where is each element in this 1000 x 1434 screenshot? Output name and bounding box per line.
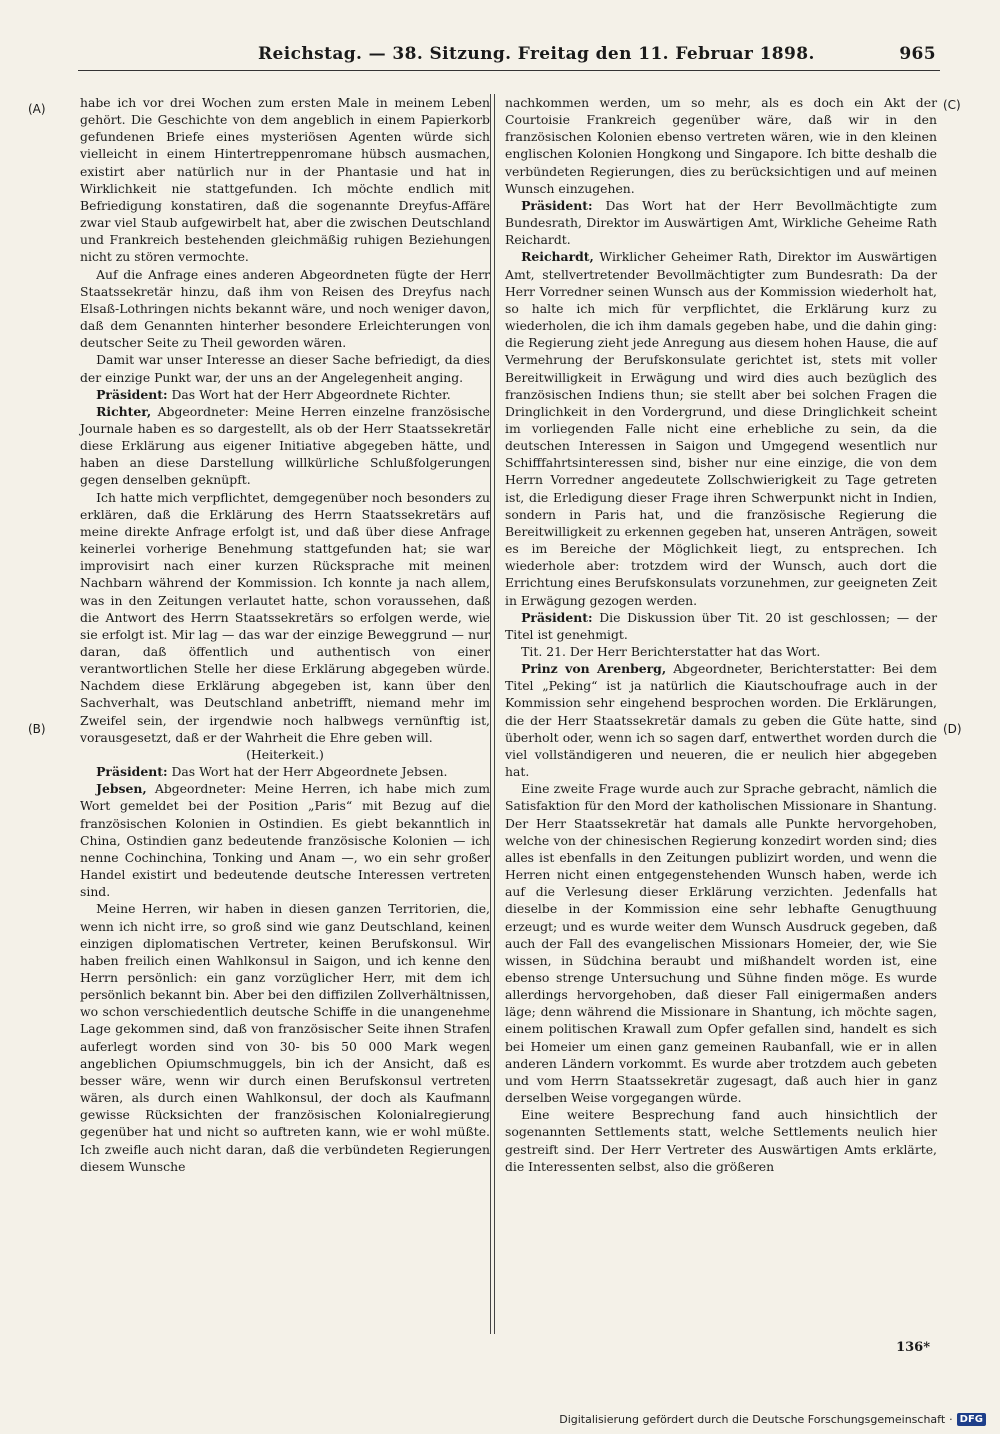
speaker-name: Reichardt,	[521, 249, 594, 265]
column-divider-secondary	[494, 94, 495, 1334]
speaker-name: Jebsen,	[96, 781, 147, 797]
paragraph	[80, 489, 490, 746]
speaker-name: Richter,	[96, 403, 152, 419]
paragraph	[80, 780, 490, 900]
right-column	[505, 94, 937, 1175]
paragraph	[505, 660, 937, 780]
header-rule	[78, 70, 940, 71]
paragraph	[505, 643, 937, 660]
left-column	[80, 94, 490, 1175]
paragraph-text: Die Diskussion über Tit. 20 ist geschlossen; — der Titel ist genehmigt.	[505, 609, 937, 642]
paragraph	[505, 1106, 937, 1175]
paragraph	[505, 197, 937, 248]
margin-marker-d: (D)	[943, 722, 962, 736]
paragraph-text: Ich hatte mich verpflichtet, demgegenüber noch besonders zu erklären, daß die Erklärung des Herrn Staatssekretärs auf meine direkte Anfrage erfolgt ist, und daß über diese Anfrage keinerlei vorherige Benehmung stattgefunden hat; sie war improvisirt nach einer kurzen Rücksprache mit meinen Nachbarn während der Kommission. Ich konnte ja nach allem, was in den Zeitungen verlautet hatte, schon voraussehen, daß die Antwort des Herrn Staatssekretärs so erfolgen werde, wie sie erfolgt ist. Mir lag — das war der einzige Beweggrund — nur daran, daß öffentlich und authentisch von einer verantwortlichen Stelle her diese Erklärung abgegeben würde. Nachdem diese Erklärung abgegeben ist, kann über den Sachverhalt, was Deutschland anbetrifft, niemand mehr im Zweifel sein, der irgendwie noch halbwegs vernünftig ist, vorausgesetzt, daß er der Wahrheit die Ehre geben will.	[80, 489, 490, 745]
paragraph-text: Eine weitere Besprechung fand auch hinsichtlich der sogenannten Settlements statt, welche Settlements neulich hier gestreift sind. Der Herr Vertreter des Auswärtigen Amts erklärte, die Interessenten selbst, also die größeren	[505, 1107, 937, 1174]
paragraph-text: Abgeordneter: Meine Herren einzelne französische Journale haben es so dargestellt, als ob der Herr Staatssekretär diese Erklärung aus eigener Initiative abgegeben hätte, und haben an diese Darstellung willkürliche Schlußfolgerungen gegen denselben geknüpft.	[80, 403, 490, 488]
speaker-name: Präsident:	[521, 609, 593, 625]
column-divider	[490, 94, 491, 1334]
paragraph-text: Tit. 21. Der Herr Berichterstatter hat das Wort.	[521, 644, 821, 659]
paragraph-text: Damit war unser Interesse an dieser Sache befriedigt, da dies der einzige Punkt war, der uns an der Angelegenheit anging.	[80, 352, 490, 385]
signature-mark: 136*	[896, 1340, 930, 1355]
paragraph-text: Das Wort hat der Herr Abgeordnete Jebsen.	[171, 764, 448, 780]
paragraph	[505, 248, 937, 608]
paragraph	[80, 746, 490, 763]
paragraph-text: Wirklicher Geheimer Rath, Direktor im Auswärtigen Amt, stellvertretender Bevollmächtigter zum Bundesrath: Da der Herr Vorredner seinen Wunsch aus der Kommission wiederholt hat, so halte ich mich für verpflichtet, die Erklärung kurz zu wiederholen, die ich ihm damals gegeben habe, und die dahin ging: die Regierung zieht jede Anregung aus diesem hohen Hause, die auf Vermehrung der Berufskonsulate gerichtet ist, stets mit voller Bereitwilligkeit in Erwägung und wird dies auch bezüglich des französischen Indiens thun; sie stellt aber bei solchen Fragen die Dringlichkeit in den Vordergrund, und diese Dringlichkeit scheint im vorliegenden Falle nicht eine erhebliche zu sein, da die deutschen Interessen in Saigon und Umgegend wesentlich nur Schifffahrtsinteressen sind, bisher nur eine einzige, die von dem Herrn Vorredner angedeutete Zollschwierigkeit zu Tage getreten ist, die Erledigung dieser Frage ihren Schwerpunkt nicht in Indien, sondern in Paris hat, und die französische Regierung die Bereitwilligkeit zu erkennen gegeben hat, unseren Anträgen, soweit es im Bereiche der Möglichkeit liegt, zu entsprechen. Ich wiederhole aber: trotzdem wird der Wunsch, auch dort die Errichtung eines Berufskonsulats vorzunehmen, zur geeigneten Zeit in Erwägung gezogen werden.	[505, 249, 937, 608]
paragraph-text: Eine zweite Frage wurde auch zur Sprache gebracht, nämlich die Satisfaktion für den Mord der katholischen Missionare in Shantung. Der Herr Staatssekretär hat damals alle Punkte hervorgehoben, welche von der chinesischen Regierung konzedirt worden sind; dies alles ist ebenfalls in den Zeitungen publizirt worden, und wenn die Herren nicht einen entgegenstehenden Wunsch haben, werde ich auf die Verlesung dieser Erklärung verzichten. Jedenfalls hat dieselbe in der Kommission eine sehr lebhafte Genugthuung erzeugt; und es wurde weiter dem Wunsch Ausdruck gegeben, daß auch der Fall des evangelischen Missionars Homeier, der, wie Sie wissen, in Südchina beraubt und mißhandelt worden ist, eine ebenso strenge Untersuchung und Sühne finden möge. Es wurde allerdings hervorgehoben, daß dieser Fall einigermaßen anders läge; denn während die Missionare in Shantung, ich möchte sagen, einem politischen Krawall zum Opfer gefallen sind, handelt es sich bei Homeier um einen ganz gemeinen Raubanfall, wie er in allen anderen Ländern vorkommt. Es wurde aber trotzdem auch gebeten und vom Herrn Staatssekretär zugesagt, daß auch hier in ganz derselben Weise vorgegangen würde.	[505, 781, 937, 1106]
paragraph-text: Auf die Anfrage eines anderen Abgeordneten fügte der Herr Staatssekretär hinzu, daß ihm von Reisen des Dreyfus nach Elsaß-Lothringen nichts bekannt wäre, und noch weniger davon, daß dem Genannten hinterher besondere Erleichterungen von deutscher Seite zu Theil geworden wären.	[80, 266, 490, 351]
running-header	[250, 44, 940, 70]
paragraph	[505, 780, 937, 1106]
paragraph-text: Das Wort hat der Herr Bevollmächtigte zum Bundesrath, Direktor im Auswärtigen Amt, Wirkliche Geheime Rath Reichardt.	[505, 197, 937, 248]
paragraph	[80, 351, 490, 385]
paragraph-text: Das Wort hat der Herr Abgeordnete Richter.	[171, 386, 451, 402]
paragraph-text: Abgeordneter, Berichterstatter: Bei dem Titel „Peking“ ist ja natürlich die Kiautschoufrage auch in der Kommission sehr eingehend besprochen worden. Die Erklärungen, die der Herr Staatssekretär damals zu geben die Güte hatte, sind überholt oder, wenn ich so sagen darf, entwerthet worden durch die viel vollständigeren und neueren, die er neulich hier abgegeben hat.	[505, 661, 937, 780]
paragraph	[80, 763, 490, 780]
paragraph	[80, 266, 490, 352]
paragraph	[505, 94, 937, 197]
paragraph-text: nachkommen werden, um so mehr, als es doch ein Akt der Courtoisie Frankreich gegenüber wäre, daß wir in den französischen Kolonien ebenso vertreten wären, wie in den kleinen englischen Kolonien Hongkong und Singapore. Ich bitte deshalb die verbündeten Regierungen, dies zu berücksichtigen und auf meinen Wunsch einzugehen.	[505, 95, 937, 196]
paragraph-text: habe ich vor drei Wochen zum ersten Male in meinem Leben gehört. Die Geschichte von dem angeblich in einem Papierkorb gefundenen Briefe eines mysteriösen Agenten würde sich vielleicht in einem Hintertreppenromane hübsch ausmachen, existirt aber natürlich nur in der Phantasie und hat in Wirklichkeit nie stattgefunden. Ich möchte endlich mit Befriedigung konstatiren, daß die sogenannte Dreyfus-Affäre zwar viel Staub aufgewirbelt hat, aber die zwischen Deutschland und Frankreich bestehenden gleichmäßig ruhigen Beziehungen nicht zu stören vermochte.	[80, 95, 490, 265]
footer-text: Digitalisierung gefördert durch die Deutsche Forschungsgemeinschaft	[559, 1413, 946, 1426]
margin-marker-c: (C)	[943, 98, 961, 112]
paragraph	[80, 403, 490, 489]
digitization-footer	[559, 1413, 986, 1426]
speaker-name: Prinz von Arenberg,	[521, 661, 667, 677]
paragraph-text: Abgeordneter: Meine Herren, ich habe mich zum Wort gemeldet bei der Position „Paris“ mit Bezug auf die französischen Kolonien in Ostindien. Es giebt bekanntlich in China, Ostindien ganz bedeutende französische Kolonien — ich nenne Cochinchina, Tonking und Anam —, wo ein sehr großer Handel existirt und bedeutende deutsche Interessen vertreten sind.	[80, 781, 490, 900]
speaker-name: Präsident:	[96, 386, 168, 402]
footer-separator: ·	[949, 1413, 953, 1426]
paragraph	[80, 94, 490, 266]
paragraph	[505, 609, 937, 643]
margin-marker-b: (B)	[28, 722, 46, 736]
dfg-logo-icon: DFG	[957, 1413, 986, 1426]
page-number: 965	[899, 44, 936, 64]
speaker-name: Präsident:	[96, 764, 168, 780]
speaker-name: Präsident:	[521, 197, 593, 213]
paragraph	[80, 900, 490, 1175]
paragraph-text: (Heiterkeit.)	[246, 746, 324, 762]
margin-marker-a: (A)	[28, 102, 46, 116]
paragraph-text: Meine Herren, wir haben in diesen ganzen Territorien, die, wenn ich nicht irre, so groß sind wie ganz Deutschland, keinen einzigen diplomatischen Vertreter, keinen Berufskonsul. Wir haben freilich einen Wahlkonsul in Saigon, und ich kenne den Herrn persönlich: ein ganz vorzüglicher Herr, mit dem ich persönlich bekannt bin. Aber bei den diffizilen Zollverhältnissen, wo schon verschiedentlich deutsche Schiffe in die unangenehme Lage gekommen sind, daß von französischer Seite ihnen Strafen auferlegt worden sind von 30- bis 50 000 Mark wegen angeblichen Opiumschmuggels, bin ich der Ansicht, daß es besser wäre, wenn wir durch einen Berufskonsul vertreten wären, als durch einen Wahlkonsul, der doch als Kaufmann gewisse Rücksichten der französischen Kolonialregierung gegenüber hat und nicht so auftreten kann, wie er wohl müßte. Ich zweifle auch nicht daran, daß die verbündeten Regierungen diesem Wunsche	[80, 901, 490, 1174]
header-title: Reichstag. — 38. Sitzung. Freitag den 11. Februar 1898.	[258, 44, 815, 64]
paragraph	[80, 386, 490, 403]
